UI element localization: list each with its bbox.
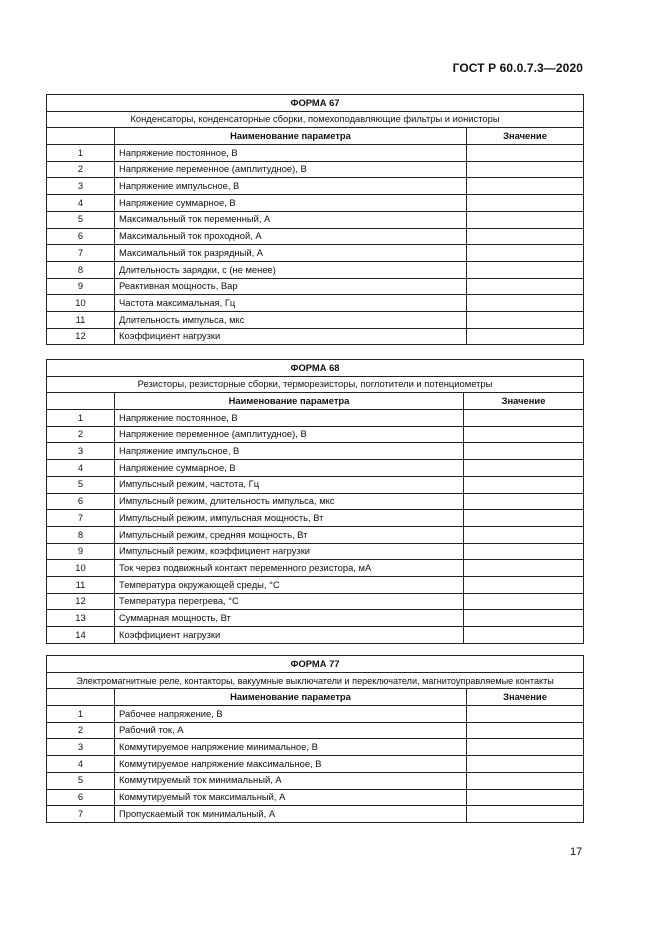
table-row [47,295,584,312]
parameter-value [464,426,584,443]
table-row [47,526,584,543]
row-number: 12 [47,328,115,345]
table-row [47,476,584,493]
parameter-name: Реактивная мощность, Вар [115,278,467,295]
table-row [47,593,584,610]
row-number: 8 [47,261,115,278]
column-header-value: Значение [467,689,584,706]
parameter-value [467,261,584,278]
column-header-name: Наименование параметра [115,393,464,410]
row-number: 1 [47,706,115,723]
form-subtitle: Электромагнитные реле, контакторы, вакуумные выключатели и переключатели, магнитоуправляемые контакты [47,672,584,689]
row-number: 2 [47,722,115,739]
table-row [47,560,584,577]
parameter-name: Импульсный режим, коэффициент нагрузки [115,543,464,560]
table-row [47,328,584,345]
parameter-value [467,145,584,162]
row-number: 13 [47,610,115,627]
parameter-name: Частота максимальная, Гц [115,295,467,312]
num-header [47,393,115,410]
parameter-name: Максимальный ток проходной, А [115,228,467,245]
row-number: 4 [47,195,115,212]
row-number: 4 [47,460,115,477]
parameter-value [464,476,584,493]
parameter-name: Напряжение импульсное, В [115,443,464,460]
column-header-value: Значение [464,393,584,410]
parameter-name: Температура окружающей среды, °С [115,576,464,593]
parameter-name: Напряжение суммарное, В [115,195,467,212]
parameter-value [464,610,584,627]
column-header-name: Наименование параметра [115,128,467,145]
table-row [47,706,584,723]
parameter-value [467,706,584,723]
row-number: 8 [47,526,115,543]
table-row [47,261,584,278]
table-row [47,722,584,739]
table-row [47,211,584,228]
row-number: 5 [47,476,115,493]
parameter-name: Напряжение переменное (амплитудное), В [115,426,464,443]
row-number: 2 [47,426,115,443]
parameter-value [467,806,584,823]
form-68-table [46,359,584,644]
parameter-name: Коммутируемое напряжение максимальное, В [115,756,467,773]
form-title: ФОРМА 77 [47,656,584,673]
parameter-name: Длительность импульса, мкс [115,311,467,328]
num-header [47,128,115,145]
parameter-name: Длительность зарядки, с (не менее) [115,261,467,278]
table-row [47,145,584,162]
parameter-name: Напряжение переменное (амплитудное), В [115,161,467,178]
parameter-name: Напряжение импульсное, В [115,178,467,195]
form-title: ФОРМА 68 [47,360,584,377]
parameter-value [467,178,584,195]
parameter-name: Коэффициент нагрузки [115,627,464,644]
parameter-name: Коммутируемое напряжение минимальное, В [115,739,467,756]
form-title: ФОРМА 67 [47,95,584,112]
parameter-name: Напряжение суммарное, В [115,460,464,477]
parameter-value [467,756,584,773]
parameter-value [467,311,584,328]
table-row [47,228,584,245]
parameter-value [464,526,584,543]
row-number: 10 [47,560,115,577]
parameter-name: Коммутируемый ток минимальный, А [115,772,467,789]
table-row [47,443,584,460]
parameter-value [464,410,584,427]
row-number: 1 [47,410,115,427]
form-subtitle: Резисторы, резисторные сборки, терморезисторы, поглотители и потенциометры [47,376,584,393]
parameter-value [464,493,584,510]
parameter-value [464,560,584,577]
parameter-value [467,278,584,295]
parameter-value [467,211,584,228]
parameter-value [467,245,584,262]
table-row [47,410,584,427]
parameter-value [464,593,584,610]
row-number: 2 [47,161,115,178]
parameter-value [467,789,584,806]
table-row [47,627,584,644]
table-row [47,195,584,212]
parameter-name: Напряжение постоянное, В [115,410,464,427]
row-number: 11 [47,576,115,593]
row-number: 3 [47,178,115,195]
parameter-name: Пропускаемый ток минимальный, А [115,806,467,823]
parameter-name: Коммутируемый ток максимальный, А [115,789,467,806]
row-number: 7 [47,245,115,262]
parameter-value [464,543,584,560]
row-number: 7 [47,510,115,527]
parameter-name: Рабочий ток, А [115,722,467,739]
parameter-value [464,460,584,477]
column-header-value: Значение [467,128,584,145]
row-number: 5 [47,772,115,789]
table-row [47,576,584,593]
row-number: 10 [47,295,115,312]
row-number: 14 [47,627,115,644]
parameter-name: Импульсный режим, средняя мощность, Вт [115,526,464,543]
table-row [47,543,584,560]
num-header [47,689,115,706]
form-subtitle: Конденсаторы, конденсаторные сборки, помехоподавляющие фильтры и ионисторы [47,111,584,128]
row-number: 9 [47,278,115,295]
parameter-value [467,295,584,312]
parameter-value [467,772,584,789]
parameter-name: Максимальный ток переменный, А [115,211,467,228]
parameter-value [464,576,584,593]
table-row [47,610,584,627]
parameter-value [464,627,584,644]
parameter-name: Температура перегрева, °С [115,593,464,610]
table-row [47,510,584,527]
parameter-value [467,161,584,178]
table-row [47,278,584,295]
row-number: 6 [47,493,115,510]
page-number: 17 [570,846,583,858]
table-row [47,161,584,178]
table-row [47,460,584,477]
column-header-name: Наименование параметра [115,689,467,706]
parameter-name: Рабочее напряжение, В [115,706,467,723]
form-77-table [46,655,584,823]
parameter-value [464,510,584,527]
row-number: 5 [47,211,115,228]
table-row [47,772,584,789]
row-number: 3 [47,443,115,460]
parameter-name: Импульсный режим, длительность импульса, мкс [115,493,464,510]
row-number: 1 [47,145,115,162]
table-row [47,178,584,195]
table-row [47,426,584,443]
row-number: 11 [47,311,115,328]
parameter-value [467,739,584,756]
row-number: 12 [47,593,115,610]
row-number: 6 [47,228,115,245]
parameter-name: Напряжение постоянное, В [115,145,467,162]
table-row [47,311,584,328]
parameter-value [467,722,584,739]
parameter-value [467,195,584,212]
parameter-name: Коэффициент нагрузки [115,328,467,345]
parameter-value [467,328,584,345]
table-row [47,739,584,756]
table-row [47,756,584,773]
parameter-value [467,228,584,245]
row-number: 3 [47,739,115,756]
row-number: 6 [47,789,115,806]
parameter-name: Импульсный режим, импульсная мощность, Вт [115,510,464,527]
parameter-name: Максимальный ток разрядный, А [115,245,467,262]
row-number: 7 [47,806,115,823]
form-67-table [46,94,584,345]
parameter-name: Импульсный режим, частота, Гц [115,476,464,493]
table-row [47,806,584,823]
row-number: 9 [47,543,115,560]
table-row [47,245,584,262]
row-number: 4 [47,756,115,773]
parameter-name: Суммарная мощность, Вт [115,610,464,627]
table-row [47,789,584,806]
parameter-value [464,443,584,460]
table-row [47,493,584,510]
standard-code: ГОСТ Р 60.0.7.3—2020 [452,61,583,75]
parameter-name: Ток через подвижный контакт переменного резистора, мА [115,560,464,577]
